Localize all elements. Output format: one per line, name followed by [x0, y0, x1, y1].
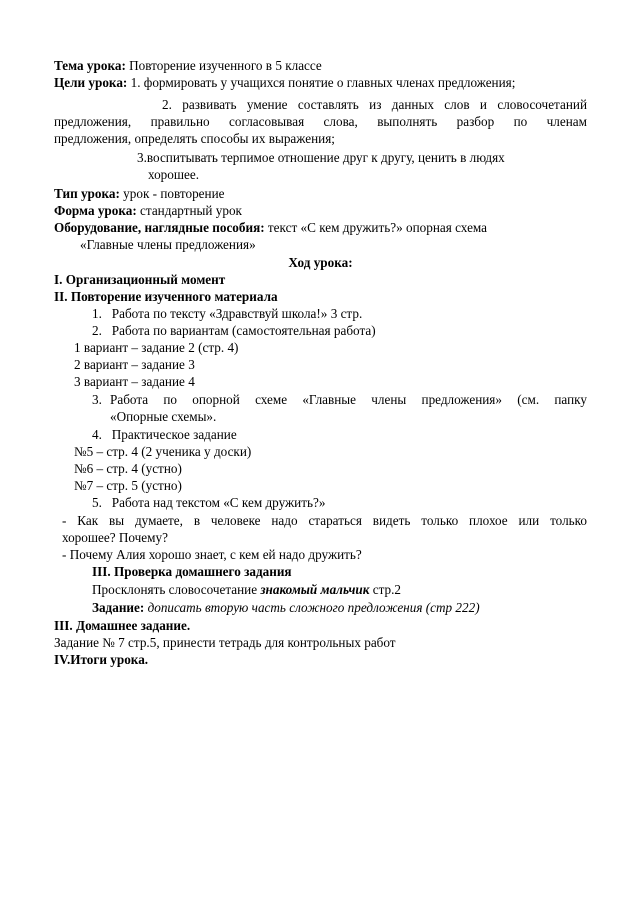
- section-1-heading: I. Организационный момент: [54, 272, 226, 287]
- task-value: дописать вторую часть сложного предложения (стр 222): [144, 600, 480, 615]
- lesson-heading: Ход урока:: [288, 255, 353, 270]
- section-3-heading: III. Проверка домашнего задания: [92, 564, 292, 579]
- goals-line: [54, 74, 515, 91]
- homework-text: Задание № 7 стр.5, принести тетрадь для контрольных работ: [54, 635, 396, 650]
- topic-label: Тема урока:: [54, 58, 126, 73]
- task-line: [92, 599, 480, 616]
- goal-2-line-3: предложения, определять способы их выражения;: [54, 131, 335, 146]
- equipment-value-line-2: «Главные члены предложения»: [80, 237, 256, 252]
- question-1-line-1: - Как вы думаете, в человеке надо стараться видеть только плохое или только: [62, 513, 587, 528]
- variant-3: 3 вариант – задание 4: [74, 374, 195, 389]
- task-5: №5 – стр. 4 (2 ученика у доски): [74, 444, 252, 459]
- lesson-form-label: Форма урока:: [54, 203, 137, 218]
- goal-3-line-2: хорошее.: [148, 167, 200, 182]
- list-item-1: 1. Работа по тексту «Здравствуй школа!» 3 стр.: [92, 306, 363, 321]
- decline-text: Просклонять словосочетание: [92, 582, 261, 597]
- topic-line: [54, 57, 322, 74]
- goal-1: 1. формировать у учащихся понятие о главных членах предложения;: [130, 75, 516, 90]
- lesson-form-line: [54, 202, 242, 219]
- lesson-type-line: [54, 185, 225, 202]
- section-4-heading: III. Домашнее задание.: [54, 618, 191, 633]
- decline-phrase: знакомый мальчик: [260, 582, 370, 597]
- lesson-form-value: стандартный урок: [140, 203, 242, 218]
- section-5-heading: IV.Итоги урока.: [54, 652, 149, 667]
- equipment-line: [54, 219, 487, 236]
- decline-page: стр.2: [369, 582, 401, 597]
- question-1-line-2: хорошее? Почему?: [62, 530, 168, 545]
- goal-3-line-1: 3.воспитывать терпимое отношение друг к другу, ценить в людях: [137, 150, 505, 165]
- list-item-3-number: 3.: [92, 392, 102, 407]
- list-item-3-line-1: Работа по опорной схеме «Главные члены предложения» (см. папку: [110, 392, 587, 407]
- goal-2-line-1: 2. развивать умение составлять из данных слов и словосочетаний: [162, 97, 587, 112]
- list-item-5: 5. Работа над текстом «С кем дружить?»: [92, 495, 326, 510]
- equipment-label: Оборудование, наглядные пособия:: [54, 220, 265, 235]
- section-2-heading: II. Повторение изученного материала: [54, 289, 278, 304]
- goal-2-line-2: предложения, правильно согласовывая слова, выполнять разбор по членам: [54, 114, 587, 129]
- task-6: №6 – стр. 4 (устно): [74, 461, 182, 476]
- variant-2: 2 вариант – задание 3: [74, 357, 195, 372]
- equipment-value: текст «С кем дружить?» опорная схема: [267, 220, 488, 235]
- lesson-type-value: урок - повторение: [123, 186, 225, 201]
- task-7: №7 – стр. 5 (устно): [74, 478, 182, 493]
- goals-label: Цели урока:: [54, 75, 128, 90]
- task-label: Задание:: [92, 600, 145, 615]
- question-2: - Почему Алия хорошо знает, с кем ей надо дружить?: [62, 547, 362, 562]
- list-item-4: 4. Практическое задание: [92, 427, 237, 442]
- topic-value: Повторение изученного в 5 классе: [129, 58, 322, 73]
- variant-1: 1 вариант – задание 2 (стр. 4): [74, 340, 239, 355]
- list-item-2: 2. Работа по вариантам (самостоятельная работа): [92, 323, 376, 338]
- lesson-type-label: Тип урока:: [54, 186, 120, 201]
- decline-line: [92, 581, 401, 598]
- list-item-3-line-2: «Опорные схемы».: [110, 409, 217, 424]
